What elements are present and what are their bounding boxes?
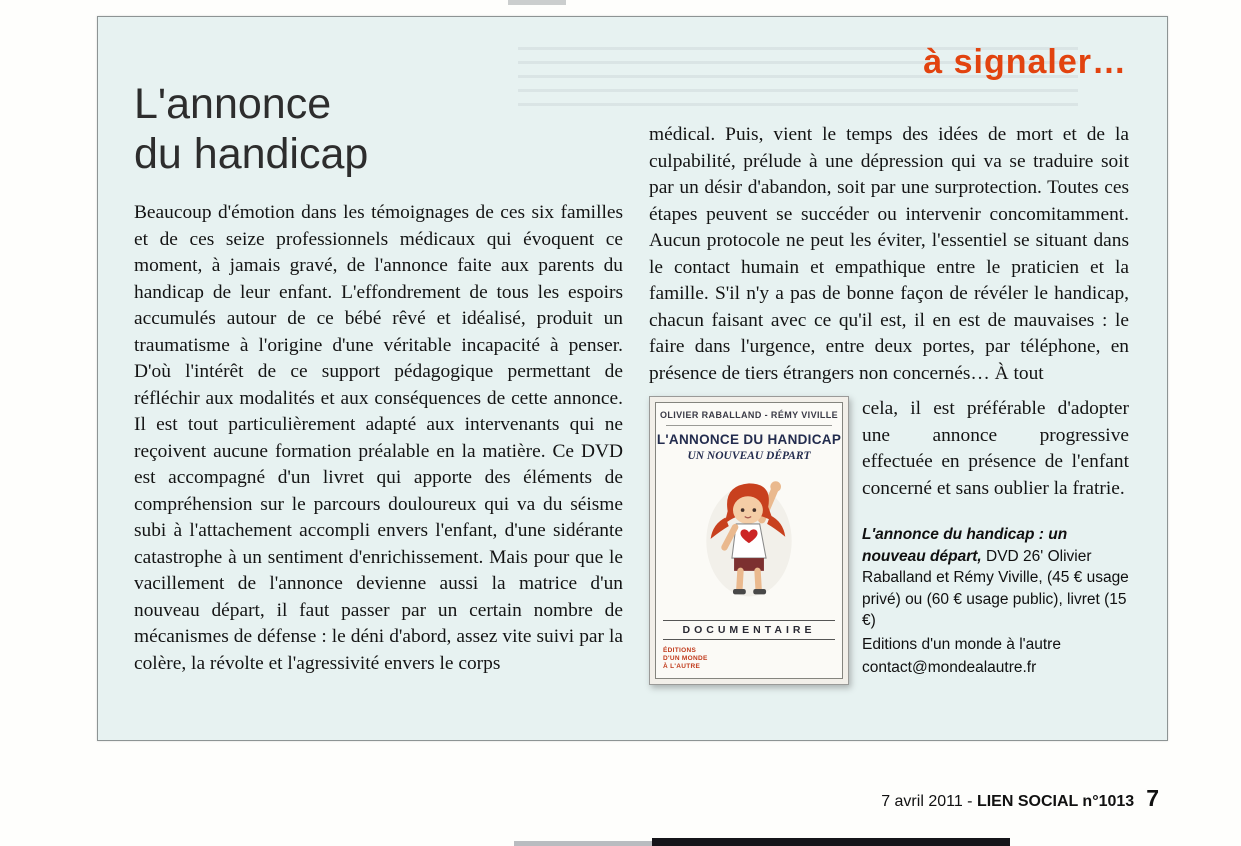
media-row <box>649 396 1129 685</box>
dvd-cover-image <box>649 396 849 685</box>
article-title-line1: L'annonce <box>134 80 332 128</box>
publisher-logo-line: D'UN MONDE <box>663 655 708 662</box>
dvd-cover-frame <box>655 402 843 679</box>
media-right-column <box>862 396 1129 685</box>
page-number: 7 <box>1146 785 1159 811</box>
dvd-authors-text: OLIVIER RABALLAND - RÉMY VIVILLE <box>659 410 839 420</box>
article-right-column <box>649 122 1129 685</box>
scan-artifact <box>508 0 566 5</box>
child-drawing-icon <box>695 477 803 605</box>
dvd-authors <box>656 410 842 420</box>
dvd-caption <box>862 524 1129 679</box>
publisher-logo-line: À L'AUTRE <box>663 663 701 670</box>
article-right-paragraph: médical. Puis, vient le temps des idées de mort et de la culpabilité, prélude à une dépression qui va se traduire soit par un désir d'abandon, soit par une surprotection. Toutes ces étapes peuvent se succéder ou intervenir concomitamment. Aucun protocole ne peut les éviter, l'essentiel se situant dans le contact humain et empathique entre le praticien et la famille. S'il n'y a pas de bonne façon de révéler le handicap, chacun faisant avec ce qu'il est, il en est de mauvaises : le faire dans l'urgence, entre deux portes, par téléphone, en présence de tiers étrangers non concernés… À tout <box>649 124 1129 384</box>
dvd-bottom-band <box>656 640 842 678</box>
dvd-illustration <box>656 462 842 620</box>
dvd-subtitle: UN NOUVEAU DÉPART <box>687 450 811 462</box>
caption-title: L'annonce du handicap : un nouveau départ, <box>862 526 1068 565</box>
footer-date: 7 avril 2011 - <box>881 793 977 810</box>
publisher-logo <box>663 647 708 671</box>
section-label: à signaler… <box>923 43 1127 81</box>
scan-artifact <box>652 838 1010 846</box>
dvd-title: L'ANNONCE DU HANDICAP <box>656 432 842 447</box>
caption-contact-email: contact@mondealautre.fr <box>862 659 1037 676</box>
article-title-line2: du handicap <box>134 130 369 178</box>
article-title <box>134 79 368 179</box>
dvd-rule <box>666 425 832 426</box>
article-wrap-text: cela, il est préférable d'adopter une annonce progressive effectuée en présence de l'enfant concerné et sans oublier la fratrie. <box>862 398 1129 499</box>
article-box <box>97 16 1168 741</box>
footer-issue <box>881 793 1134 811</box>
scan-artifact <box>514 841 652 846</box>
dvd-genre: DOCUMENTAIRE <box>663 620 835 640</box>
page-footer <box>881 785 1159 812</box>
caption-publisher: Editions d'un monde à l'autre <box>862 635 1061 653</box>
footer-magazine: LIEN SOCIAL n°1013 <box>976 793 1135 810</box>
article-left-column: Beaucoup d'émotion dans les témoignages de ces six familles et de ces seize professionnels médicaux qui évoquent ce moment, à jamais gravé, de l'annonce faite aux parents du handicap de leur enfant. L'effondrement de tous les espoirs accumulés autour de ce bébé rêvé et idéalisé, produit un traumatisme à l'origine d'une véritable incapacité à penser. D'où l'intérêt de ce support pédagogique permettant de réfléchir aux modalités et aux conséquences de cette annonce. Il est tout particulièrement adapté aux intervenants qui ne reçoivent aucune formation préalable en la matière. Ce DVD est accompagné d'un livret qui apporte des éléments de compréhension sur le parcours douloureux qui va du séisme subi à l'attachement accompli envers l'enfant, d'une sidérante catastrophe à un sentiment d'enrichissement. Mais pour que le vacillement de l'annonce devienne aussi la matrice d'un nouveau départ, il faut passer par un certain nombre de mécanismes de défense : le déni d'abord, assez vite suivi par la colère, la révolte et l'agressivité envers le corps <box>134 202 623 674</box>
caption-details: DVD 26' Olivier Raballand et Rémy Viville, (45 € usage privé) ou (60 € usage public), livret (15 €) <box>862 547 1129 629</box>
publisher-logo-line: ÉDITIONS <box>663 647 697 654</box>
